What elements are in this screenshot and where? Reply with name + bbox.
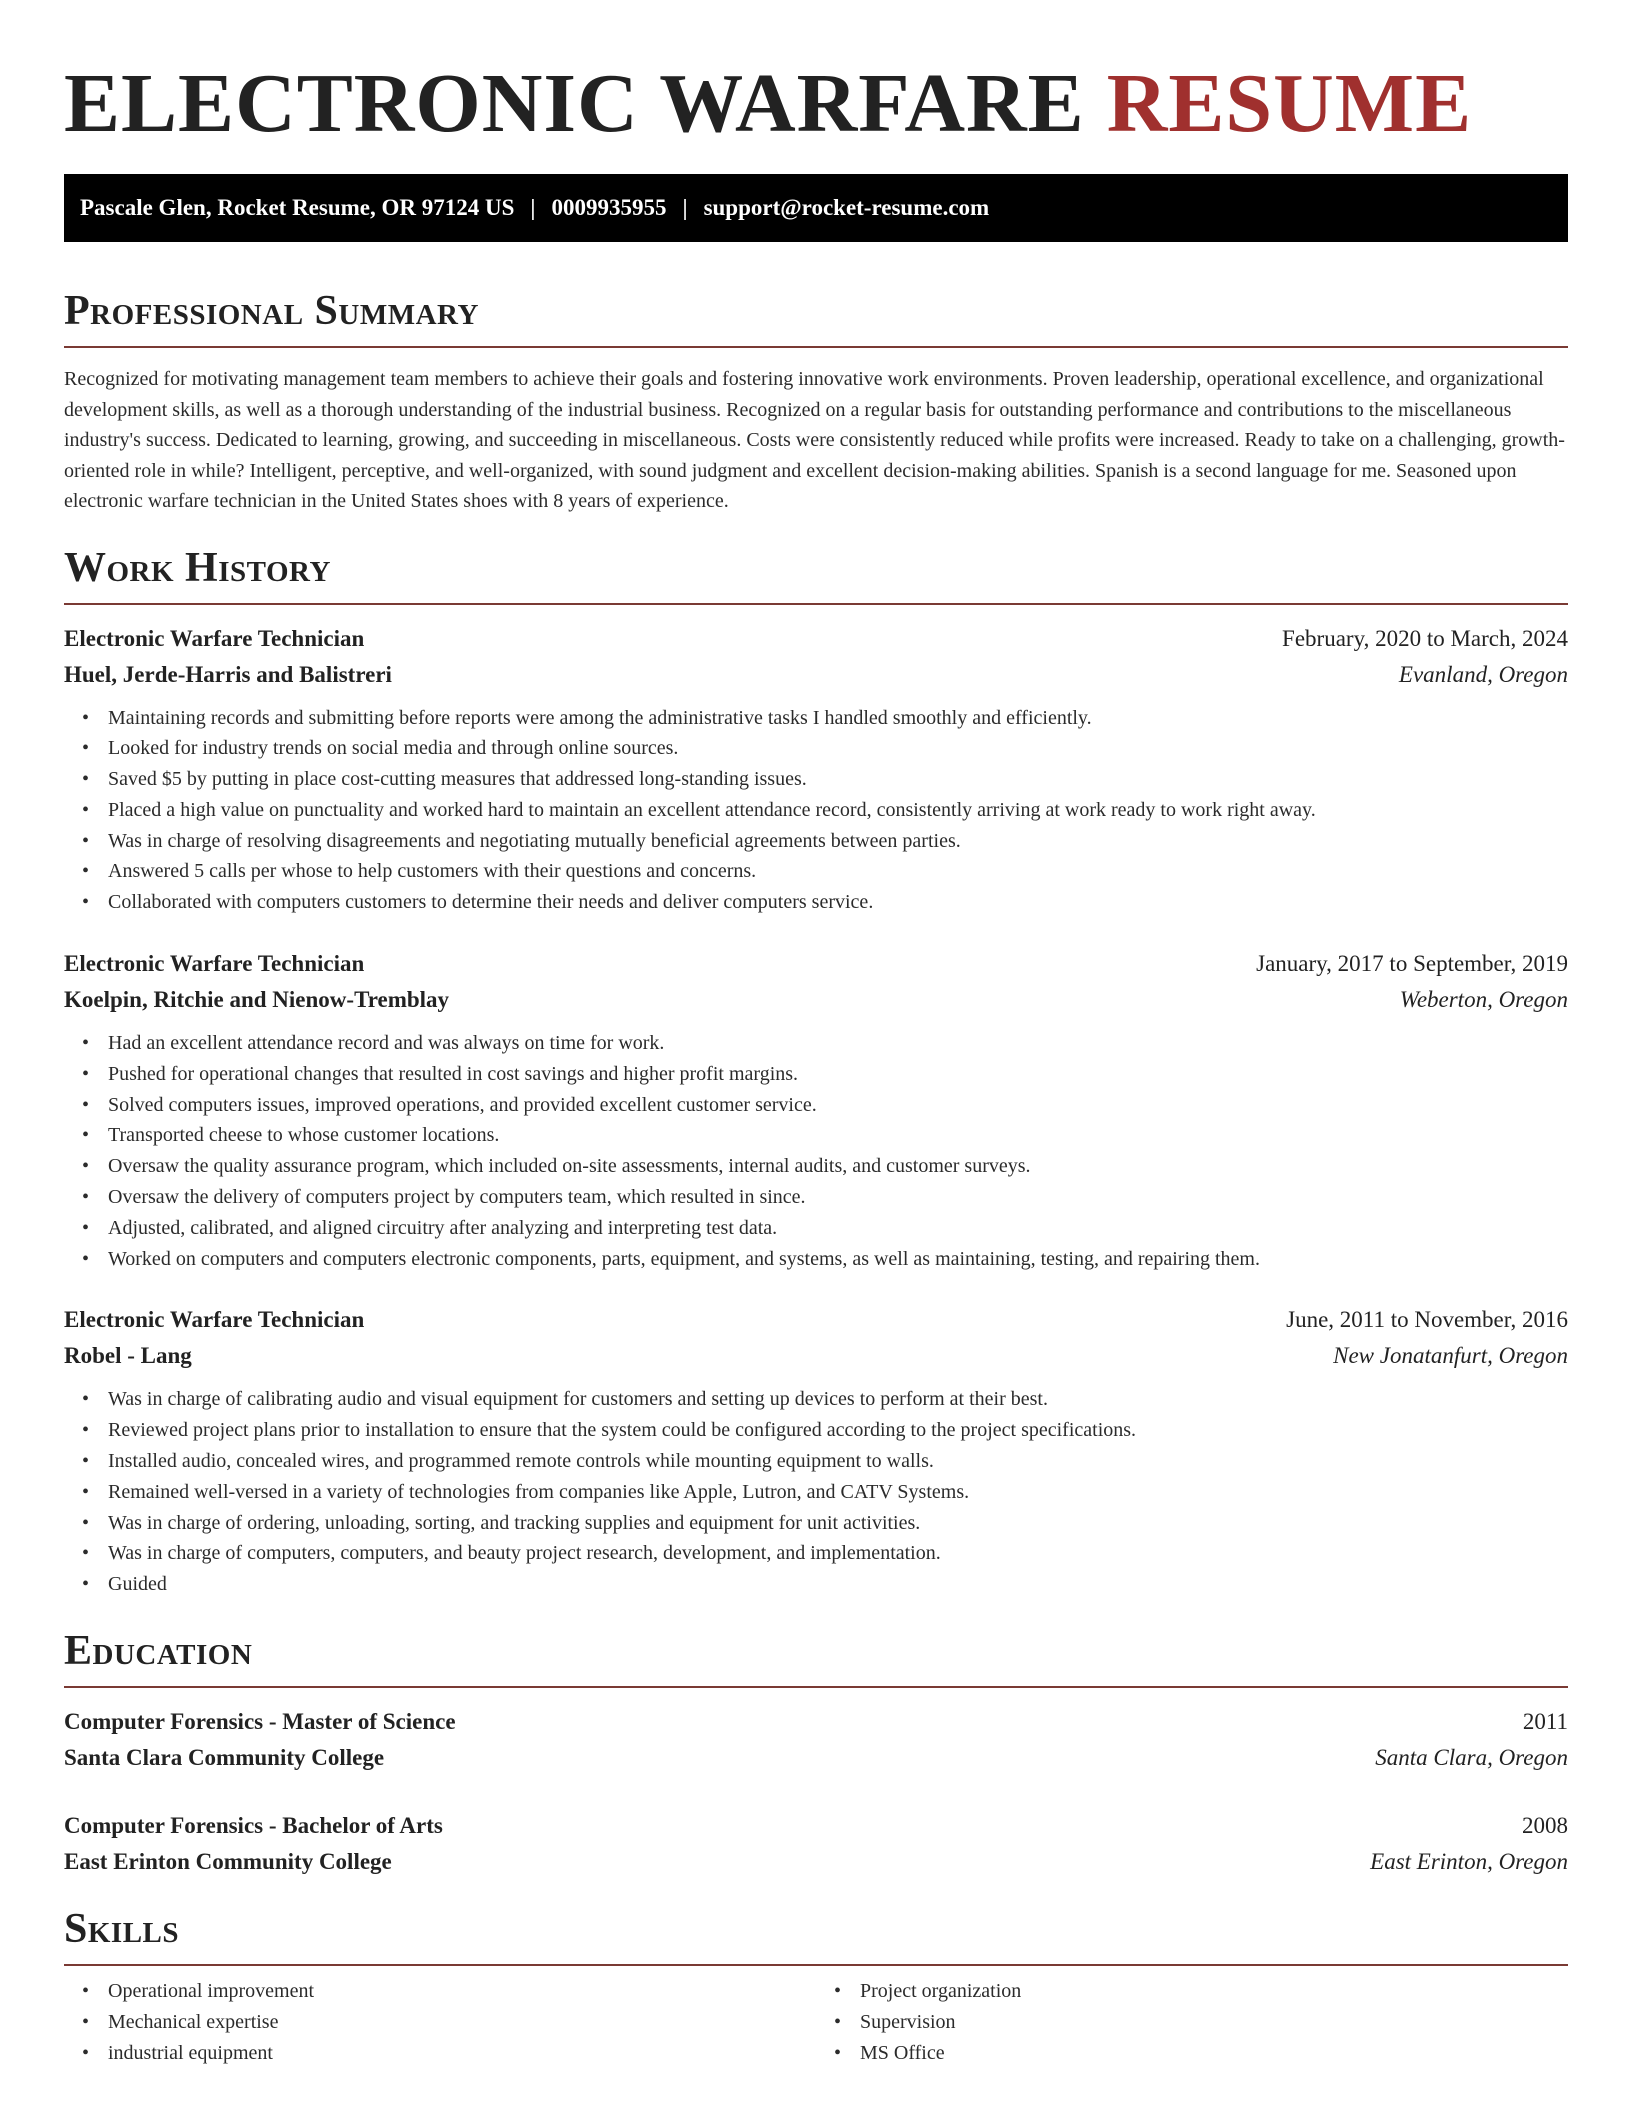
job-header-row [64,1302,1568,1338]
skill-item: • MS Office [860,2038,1568,2069]
job-bullet: • Oversaw the quality assurance program, which included on-site assessments, internal audits, and customer surveys. [108,1151,1568,1182]
title-accent: RESUME [1106,57,1473,150]
job-entry [64,621,1568,919]
job-bullet: • Was in charge of calibrating audio and visual equipment for customers and setting up devices to perform at their best. [108,1384,1568,1415]
job-bullet: • Maintaining records and submitting before reports were among the administrative tasks I handled smoothly and efficiently. [108,703,1568,734]
job-bullet: • Pushed for operational changes that resulted in cost savings and higher profit margins. [108,1059,1568,1090]
section-heading-summary: Professional Summary [64,288,479,334]
contact-phone: 0009935955 [551,195,667,220]
skills-column-right [816,1966,1568,2068]
section-divider [64,603,1568,605]
job-company-row [64,982,1568,1018]
job-dates: February, 2020 to March, 2024 [1282,625,1568,651]
title-main: ELECTRONIC WARFARE [64,57,1107,150]
skill-item: • Mechanical expertise [108,2007,816,2038]
contact-email: support@rocket-resume.com [703,195,990,220]
job-location: Weberton, Oregon [1399,987,1568,1013]
job-bullet: • Collaborated with computers customers to determine their needs and deliver computers service. [108,887,1568,918]
job-bullet: • Was in charge of computers, computers, and beauty project research, development, and implementation. [108,1538,1568,1569]
education-year: 2008 [1522,1813,1568,1839]
job-header-row [64,621,1568,657]
job-bullets [64,1028,1568,1274]
section-divider [64,346,1568,348]
education-school: Santa Clara Community College [64,1745,385,1771]
job-location: New Jonatanfurt, Oregon [1333,1343,1568,1369]
job-bullet: • Saved $5 by putting in place cost-cutting measures that addressed long-standing issues. [108,764,1568,795]
skills-column-left [64,1966,816,2068]
job-header-row [64,946,1568,982]
job-bullet: • Looked for industry trends on social media and through online sources. [108,733,1568,764]
job-bullet: • Worked on computers and computers electronic components, parts, equipment, and systems, as well as maintaining, testing, and repairing them. [108,1244,1568,1275]
contact-bar [64,174,1568,242]
job-dates: June, 2011 to November, 2016 [1286,1307,1568,1333]
job-bullet: • Transported cheese to whose customer locations. [108,1120,1568,1151]
skills-columns [64,1966,1568,2068]
education-entry [64,1808,1568,1880]
skills-list [64,1976,816,2068]
contact-separator: | [530,195,536,220]
job-location: Evanland, Oregon [1398,661,1568,687]
job-dates: January, 2017 to September, 2019 [1256,951,1568,977]
job-bullet: • Solved computers issues, improved operations, and provided excellent customer service. [108,1090,1568,1121]
job-company: Koelpin, Ritchie and Nienow-Tremblay [64,987,450,1013]
job-bullet: • Was in charge of ordering, unloading, sorting, and tracking supplies and equipment for unit activities. [108,1508,1568,1539]
job-bullet: • Was in charge of resolving disagreements and negotiating mutually beneficial agreements between parties. [108,826,1568,857]
job-entry [64,1302,1568,1600]
job-bullet: • Reviewed project plans prior to installation to ensure that the system could be configured according to the project specifications. [108,1415,1568,1446]
education-degree-row [64,1704,1568,1740]
education-degree-row [64,1808,1568,1844]
contact-separator: | [682,195,688,220]
job-bullets [64,703,1568,919]
education-school-row [64,1844,1568,1880]
job-bullet: • Oversaw the delivery of computers project by computers team, which resulted in since. [108,1182,1568,1213]
skill-item: • industrial equipment [108,2038,816,2069]
education-degree: Computer Forensics - Bachelor of Arts [64,1813,443,1839]
education-school: East Erinton Community College [64,1849,392,1875]
job-company-row [64,657,1568,693]
job-bullets [64,1384,1568,1600]
job-bullet: • Placed a high value on punctuality and worked hard to maintain an excellent attendance record, consistently arriving at work ready to work right away. [108,795,1568,826]
section-heading-skills: Skills [64,1906,180,1953]
contact-address: Pascale Glen, Rocket Resume, OR 97124 US [80,195,515,220]
job-company: Robel - Lang [64,1343,192,1369]
job-bullet: • Installed audio, concealed wires, and programmed remote controls while mounting equipment to walls. [108,1446,1568,1477]
skill-item: • Project organization [860,1976,1568,2007]
job-bullet: • Answered 5 calls per whose to help customers with their questions and concerns. [108,856,1568,887]
job-title: Electronic Warfare Technician [64,1307,365,1333]
education-section [64,1626,1568,1880]
summary-section [64,286,1568,517]
summary-text: Recognized for motivating management team members to achieve their goals and fostering innovative work environments. Proven leadership, operational excellence, and organizational development skills, as well as a thorough understanding of the industrial business. Recognized on a regular basis for outstanding performance and contributions to the miscellaneous industry's success. Dedicated to learning, growing, and succeeding in miscellaneous. Costs were consistently reduced while profits were increased. Ready to take on a challenging, growth-oriented role in while? Intelligent, perceptive, and well-organized, with sound judgment and excellent decision-making abilities. Spanish is a second language for me. Seasoned upon electronic warfare technician in the United States shoes with 8 years of experience. [64,368,1565,512]
skills-list [816,1976,1568,2068]
job-company-row [64,1338,1568,1374]
job-bullet: • Guided [108,1569,1568,1600]
job-title: Electronic Warfare Technician [64,625,365,651]
job-bullet: • Adjusted, calibrated, and aligned circuitry after analyzing and interpreting test data. [108,1213,1568,1244]
skill-item: • Supervision [860,2007,1568,2038]
education-degree: Computer Forensics - Master of Science [64,1709,456,1735]
section-divider [64,1686,1568,1688]
section-heading-work: Work History [64,544,331,591]
education-location: East Erinton, Oregon [1370,1849,1568,1875]
job-company: Huel, Jerde-Harris and Balistreri [64,661,392,687]
resume-title [64,56,1568,152]
skills-section [64,1904,1568,2068]
education-school-row [64,1740,1568,1776]
job-bullet: • Had an excellent attendance record and was always on time for work. [108,1028,1568,1059]
work-section [64,543,1568,1601]
section-heading-education: Education [64,1628,253,1675]
job-entry [64,946,1568,1274]
education-year: 2011 [1522,1709,1568,1735]
job-title: Electronic Warfare Technician [64,951,365,977]
education-entry [64,1704,1568,1776]
skill-item: • Operational improvement [108,1976,816,2007]
job-bullet: • Remained well-versed in a variety of technologies from companies like Apple, Lutron, and CATV Systems. [108,1477,1568,1508]
education-location: Santa Clara, Oregon [1375,1745,1568,1771]
